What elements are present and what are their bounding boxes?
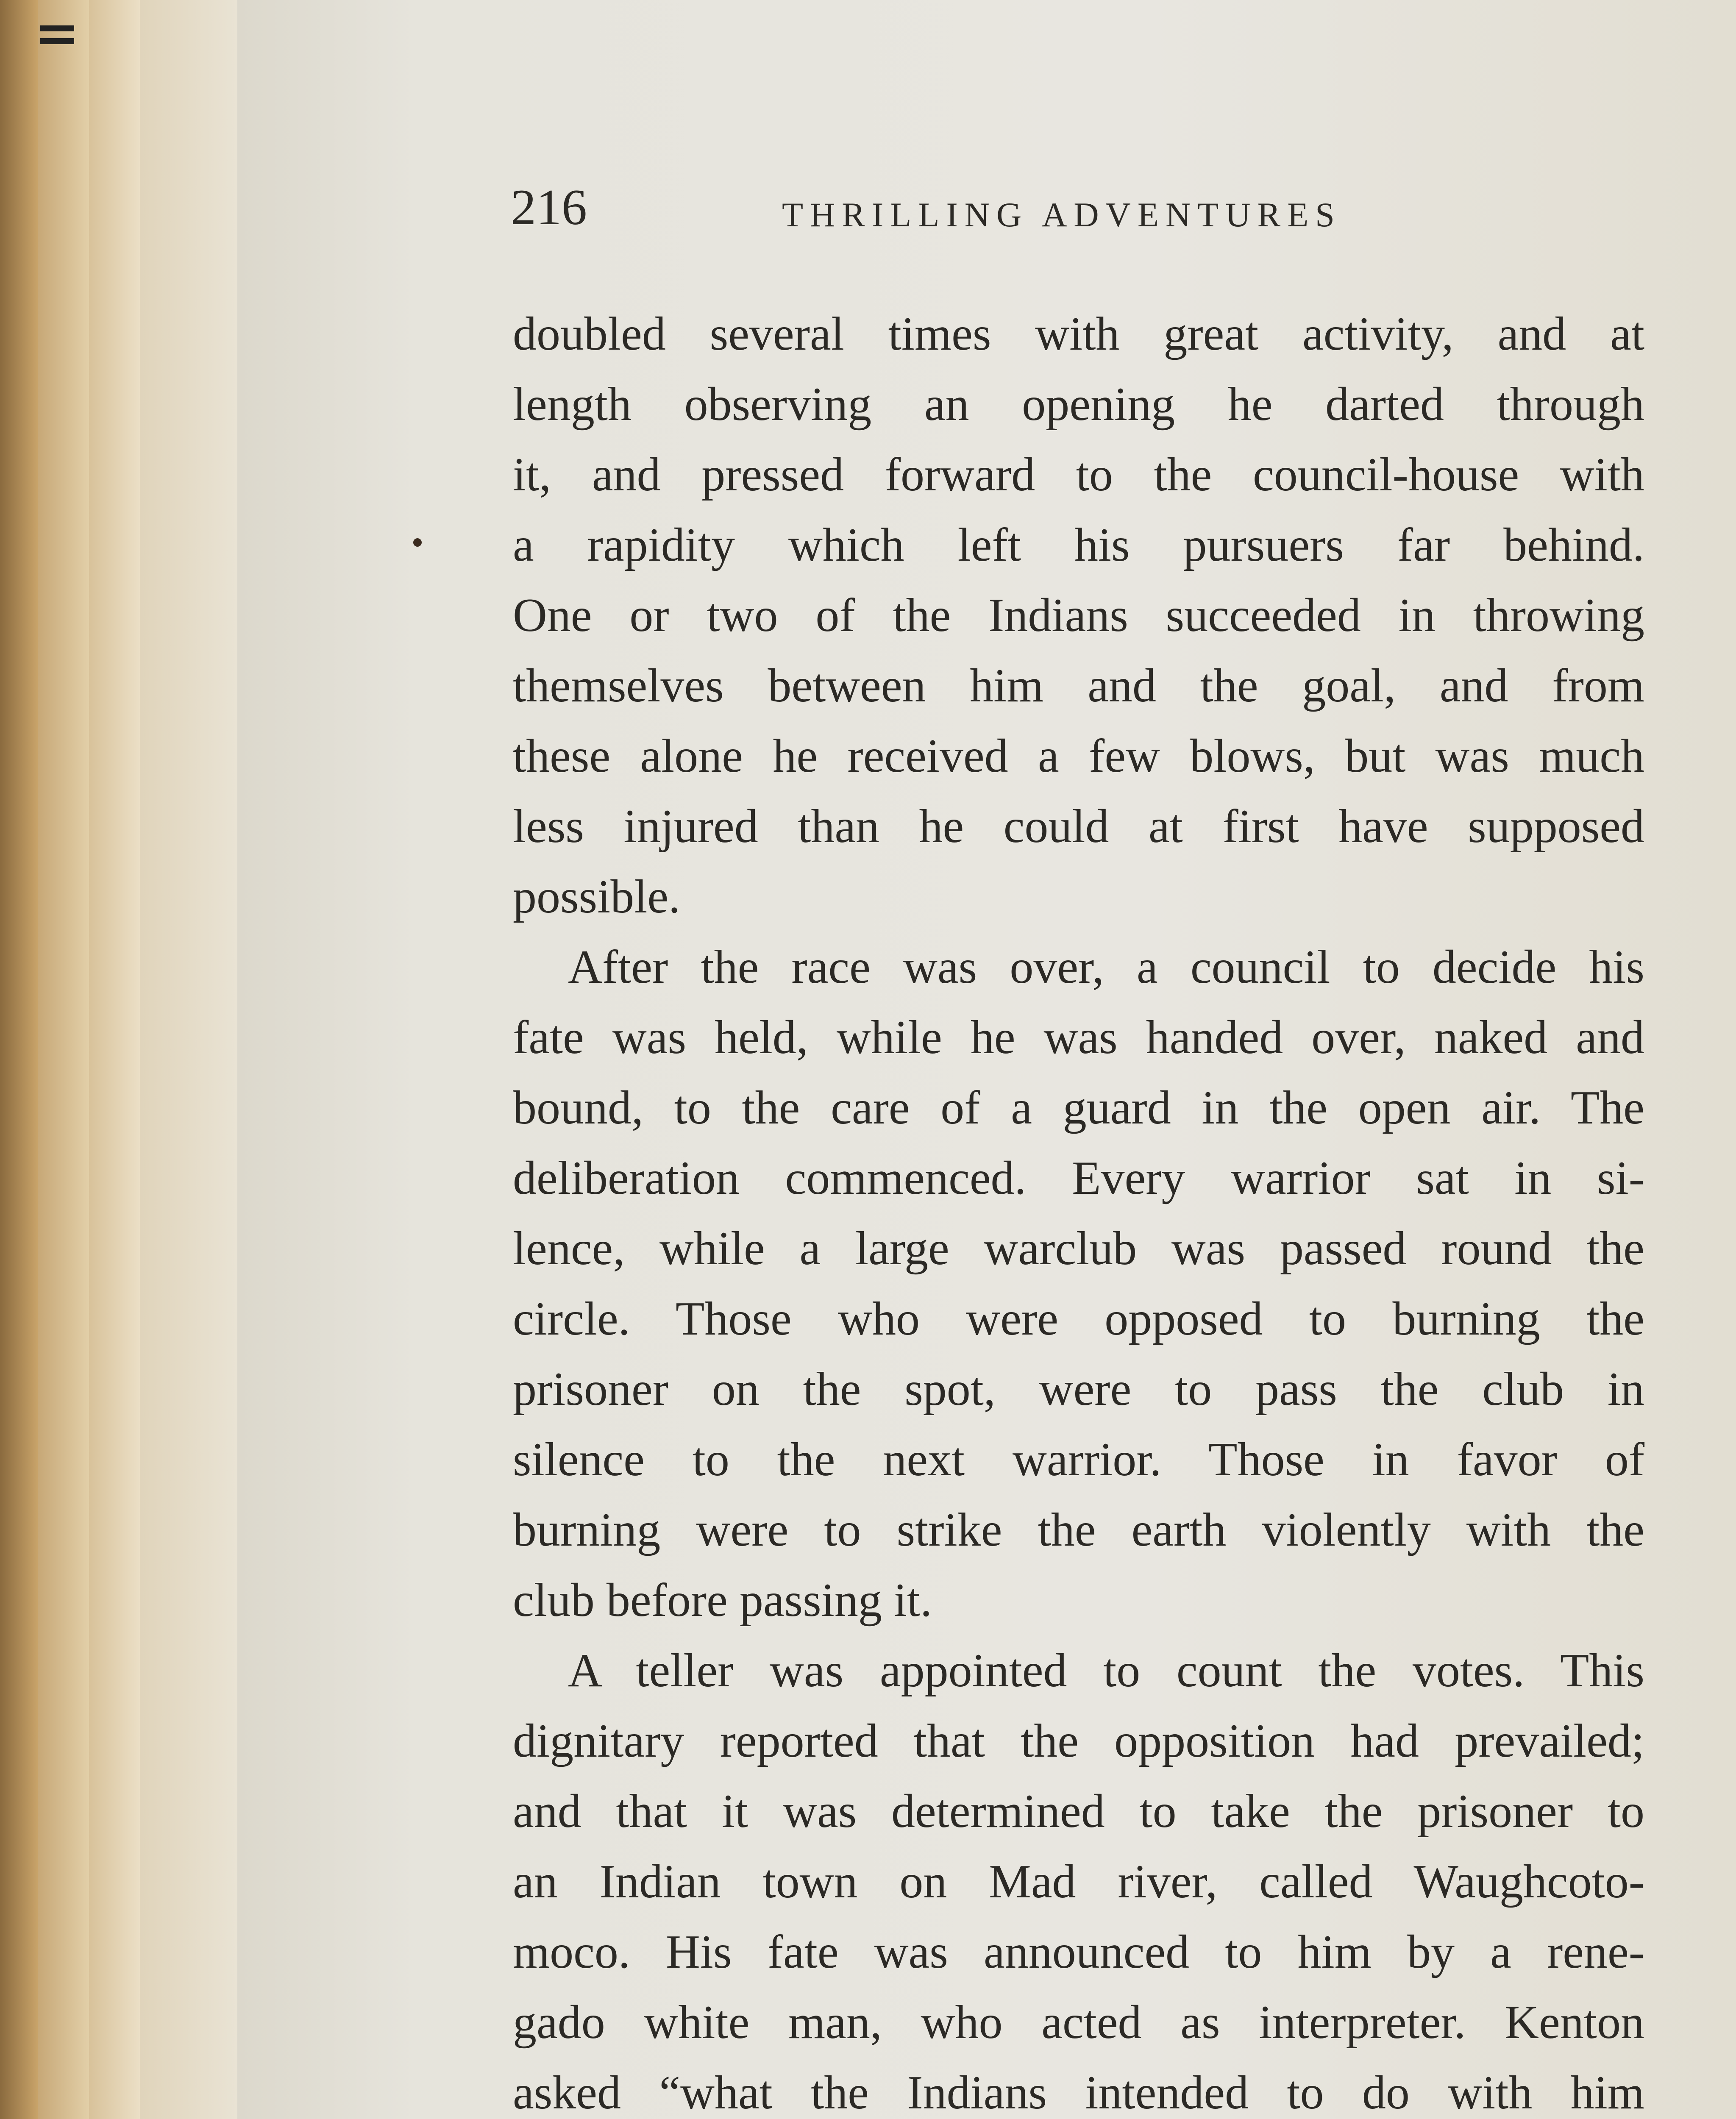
text-line: bound, to the care of a guard in the open air. The (513, 1082, 1644, 1134)
text-line: moco. His fate was announced to him by a rene- (513, 1926, 1644, 1978)
text-line: After the race was over, a council to decide his (568, 941, 1644, 993)
page-edges (89, 0, 142, 2119)
text-line: silence to the next warrior. Those in favor of (513, 1433, 1644, 1486)
text-line: circle. Those who were opposed to burning the (513, 1293, 1644, 1345)
text-line: a rapidity which left his pursuers far behind. (513, 519, 1644, 571)
page-edges (38, 0, 92, 2119)
page-header (0, 178, 1736, 237)
running-head: THRILLING ADVENTURES (782, 195, 1341, 234)
text-line: length observing an opening he darted through (513, 378, 1644, 431)
text-line: burning were to strike the earth violently with the (513, 1504, 1644, 1556)
text-line: less injured than he could at first have supposed (513, 800, 1644, 853)
page-edges-outer (0, 0, 41, 2119)
text-line: dignitary reported that the opposition had prevailed; (513, 1715, 1644, 1767)
text-line: deliberation commenced. Every warrior sat in si- (513, 1152, 1644, 1204)
text-line: gado white man, who acted as interpreter. Kenton (513, 1996, 1644, 2049)
text-line: asked “what the Indians intended to do with him (513, 2066, 1644, 2119)
text-line: and that it was determined to take the prisoner to (513, 1785, 1644, 1838)
text-line: an Indian town on Mad river, called Waughcoto- (513, 1855, 1644, 1908)
text-line: A teller was appointed to count the votes. This (568, 1644, 1644, 1697)
text-line: prisoner on the spot, were to pass the club in (513, 1363, 1644, 1415)
spine-mark (40, 38, 74, 44)
text-line: themselves between him and the goal, and from (513, 659, 1644, 712)
text-line: club before passing it. (513, 1574, 932, 1627)
text-line: lence, while a large warclub was passed round the (513, 1222, 1644, 1275)
body-text (513, 299, 1644, 2119)
text-line: possible. (513, 870, 681, 923)
text-line: One or two of the Indians succeeded in throwing (513, 589, 1644, 642)
spine-mark (40, 25, 74, 31)
page-number: 216 (511, 179, 587, 235)
page-gutter (140, 0, 240, 2119)
text-line: doubled several times with great activity, and at (513, 308, 1644, 360)
text-line: these alone he received a few blows, but was much (513, 730, 1644, 782)
text-line: it, and pressed forward to the council-house with (513, 448, 1644, 501)
ink-spot (413, 538, 422, 547)
text-line: fate was held, while he was handed over, naked and (513, 1011, 1644, 1064)
